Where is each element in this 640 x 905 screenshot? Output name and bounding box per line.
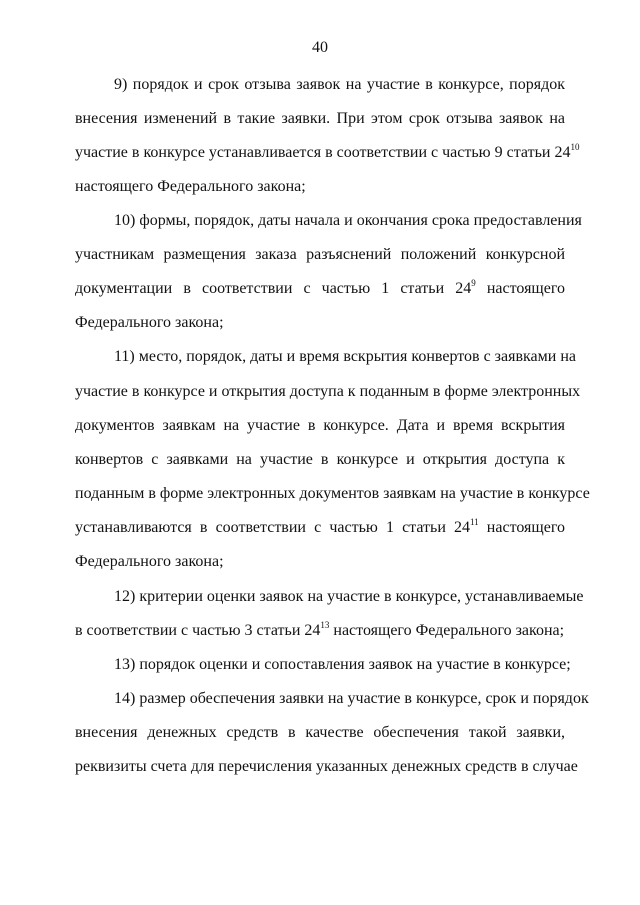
line-text: участие в конкурсе устанавливается в соответствии с частью 9 статьи 24 — [75, 144, 571, 161]
paragraph-line — [114, 655, 571, 675]
line-text: участие в конкурсе и открытия доступа к поданным в форме электронных — [75, 383, 581, 400]
line-text: 14) размер обеспечения заявки на участие в конкурсе, срок и порядок — [114, 690, 589, 707]
line-text: 12) критерии оценки заявок на участие в конкурсе, устанавливаемые — [114, 588, 584, 605]
paragraph-line — [75, 552, 565, 572]
line-text: документации в соответствии с частью 1 статьи 24 — [75, 280, 472, 297]
paragraph-line — [75, 450, 565, 470]
line-text: 9) порядок и срок отзыва заявок на участие в конкурсе, порядок — [114, 76, 565, 93]
superscript: 10 — [570, 142, 580, 152]
line-text: устанавливаются в соответствии с частью 1 статьи 24 — [75, 519, 471, 536]
paragraph-line — [114, 689, 589, 709]
line-text: документов заявкам на участие в конкурсе. Дата и время вскрытия — [75, 417, 565, 434]
line-text: 10) формы, порядок, даты начала и окончания срока предоставления — [114, 212, 582, 229]
paragraph-line — [75, 416, 565, 436]
paragraph-line — [114, 347, 576, 367]
paragraph-line — [75, 621, 565, 641]
line-text: настоящего Федерального закона; — [75, 178, 306, 195]
superscript: 13 — [320, 620, 330, 630]
paragraph-line — [75, 279, 565, 299]
paragraph-line — [75, 382, 581, 402]
superscript: 11 — [470, 517, 479, 527]
line-text: внесения изменений в такие заявки. При этом срок отзыва заявок на — [75, 110, 565, 127]
paragraph-line — [114, 75, 565, 95]
line-text: Федерального закона; — [75, 553, 224, 570]
superscript: 9 — [471, 278, 476, 288]
page-number: 40 — [312, 39, 328, 56]
paragraph-line — [114, 211, 582, 231]
line-text-after: настоящего — [475, 280, 566, 297]
paragraph-line — [114, 587, 584, 607]
paragraph-line — [75, 484, 590, 504]
line-text-after: настоящего Федерального закона; — [329, 622, 565, 639]
line-text: 11) место, порядок, даты и время вскрытия конвертов с заявками на — [114, 348, 576, 365]
paragraph-line — [75, 245, 565, 265]
line-text: 13) порядок оценки и сопоставления заявок на участие в конкурсе; — [114, 656, 571, 673]
line-text: реквизиты счета для перечисления указанных денежных средств в случае — [75, 758, 578, 775]
line-text: участникам размещения заказа разъяснений положений конкурсной — [75, 246, 565, 263]
line-text: конвертов с заявками на участие в конкурсе и открытия доступа к — [75, 451, 565, 468]
paragraph-line — [75, 313, 565, 333]
line-text: в соответствии с частью 3 статьи 24 — [75, 622, 321, 639]
line-text: внесения денежных средств в качестве обеспечения такой заявки, — [75, 724, 565, 741]
paragraph-line — [75, 177, 565, 197]
line-text: поданным в форме электронных документов заявкам на участие в конкурсе — [75, 485, 590, 502]
paragraph-line — [75, 109, 565, 129]
paragraph-line — [75, 757, 578, 777]
line-text: Федерального закона; — [75, 314, 224, 331]
paragraph-line — [75, 518, 565, 538]
paragraph-line — [75, 723, 565, 743]
line-text-after: настоящего — [478, 519, 565, 536]
paragraph-line — [75, 142, 580, 163]
